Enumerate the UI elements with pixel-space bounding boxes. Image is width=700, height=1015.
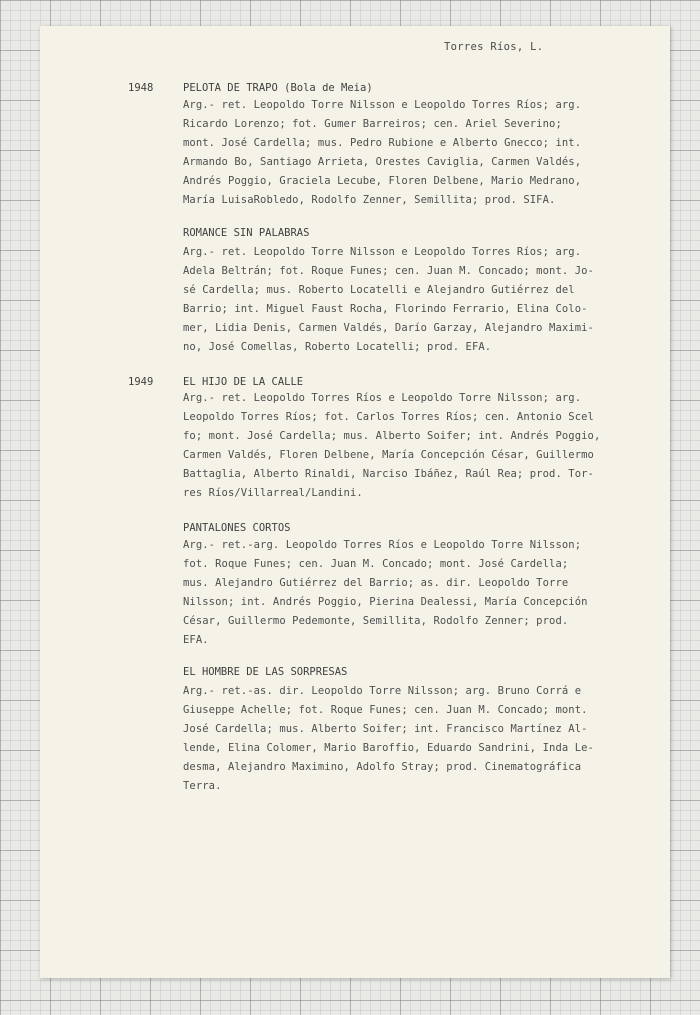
credits-line: fo; mont. José Cardella; mus. Alberto Soifer; int. Andrés Poggio,	[183, 430, 601, 442]
credits-line: mer, Lidia Denis, Carmen Valdés, Darío Garzay, Alejandro Maximi-	[183, 322, 594, 334]
credits-line: mus. Alejandro Gutiérrez del Barrio; as. dir. Leopoldo Torre	[183, 577, 569, 589]
credits-line: César, Guillermo Pedemonte, Semillita, Rodolfo Zenner; prod.	[183, 615, 569, 627]
credits-line: Nilsson; int. Andrés Poggio, Pierina Dealessi, María Concepción	[183, 596, 588, 608]
credits-line: José Cardella; mus. Alberto Soifer; int. Francisco Martínez Al-	[183, 723, 588, 735]
credits-line: EFA.	[183, 634, 209, 646]
credits-line: Andrés Poggio, Graciela Lecube, Floren Delbene, Mario Medrano,	[183, 175, 582, 187]
entry-year: 1949	[128, 376, 154, 388]
credits-line: Adela Beltrán; fot. Roque Funes; cen. Juan M. Concado; mont. Jo-	[183, 265, 594, 277]
credits-line: Armando Bo, Santiago Arrieta, Orestes Caviglia, Carmen Valdés,	[183, 156, 582, 168]
entry-credits	[183, 389, 673, 503]
credits-line: Barrio; int. Miguel Faust Rocha, Florindo Ferrario, Elina Colo-	[183, 303, 588, 315]
credits-line: fot. Roque Funes; cen. Juan M. Concado; mont. José Cardella;	[183, 558, 569, 570]
credits-line: Arg.- ret. Leopoldo Torre Nilsson e Leopoldo Torres Ríos; arg.	[183, 246, 582, 258]
credits-line: María LuisaRobledo, Rodolfo Zenner, Semillita; prod. SIFA.	[183, 194, 556, 206]
credits-line: desma, Alejandro Maximino, Adolfo Stray; prod. Cinematográfica	[183, 761, 582, 773]
credits-line: Carmen Valdés, Floren Delbene, María Concepción César, Guillermo	[183, 449, 594, 461]
entry-title: ROMANCE SIN PALABRAS	[183, 227, 310, 239]
credits-line: Ricardo Lorenzo; fot. Gumer Barreiros; cen. Ariel Severino;	[183, 118, 562, 130]
entry-year: 1948	[128, 82, 154, 94]
entry-credits	[183, 96, 673, 210]
credits-line: Arg.- ret. Leopoldo Torres Ríos e Leopoldo Torre Nilsson; arg.	[183, 392, 582, 404]
credits-line: Arg.- ret. Leopoldo Torre Nilsson e Leopoldo Torres Ríos; arg.	[183, 99, 582, 111]
credits-line: no, José Comellas, Roberto Locatelli; prod. EFA.	[183, 341, 492, 353]
entry-credits	[183, 243, 673, 357]
credits-line: Giuseppe Achelle; fot. Roque Funes; cen. Juan M. Concado; mont.	[183, 704, 588, 716]
entry-title: PELOTA DE TRAPO (Bola de Meia)	[183, 82, 373, 94]
entry-credits	[183, 536, 673, 650]
credits-line: sé Cardella; mus. Roberto Locatelli e Alejandro Gutiérrez del	[183, 284, 575, 296]
credits-line: Terra.	[183, 780, 222, 792]
credits-line: lende, Elina Colomer, Mario Baroffio, Eduardo Sandrini, Inda Le-	[183, 742, 594, 754]
credits-line: Arg.- ret.-as. dir. Leopoldo Torre Nilsson; arg. Bruno Corrá e	[183, 685, 582, 697]
credits-line: mont. José Cardella; mus. Pedro Rubione e Alberto Gnecco; int.	[183, 137, 582, 149]
credits-line: res Ríos/Villarreal/Landini.	[183, 487, 363, 499]
entry-credits	[183, 682, 673, 796]
entry-title: PANTALONES CORTOS	[183, 522, 291, 534]
credits-line: Battaglia, Alberto Rinaldi, Narciso Ibáñez, Raúl Rea; prod. Tor-	[183, 468, 594, 480]
entry-title: EL HOMBRE DE LAS SORPRESAS	[183, 666, 348, 678]
credits-line: Arg.- ret.-arg. Leopoldo Torres Ríos e Leopoldo Torre Nilsson;	[183, 539, 582, 551]
credits-line: Leopoldo Torres Ríos; fot. Carlos Torres Ríos; cen. Antonio Scel	[183, 411, 594, 423]
page-header-author: Torres Ríos, L.	[444, 41, 544, 53]
entry-title: EL HIJO DE LA CALLE	[183, 376, 304, 388]
